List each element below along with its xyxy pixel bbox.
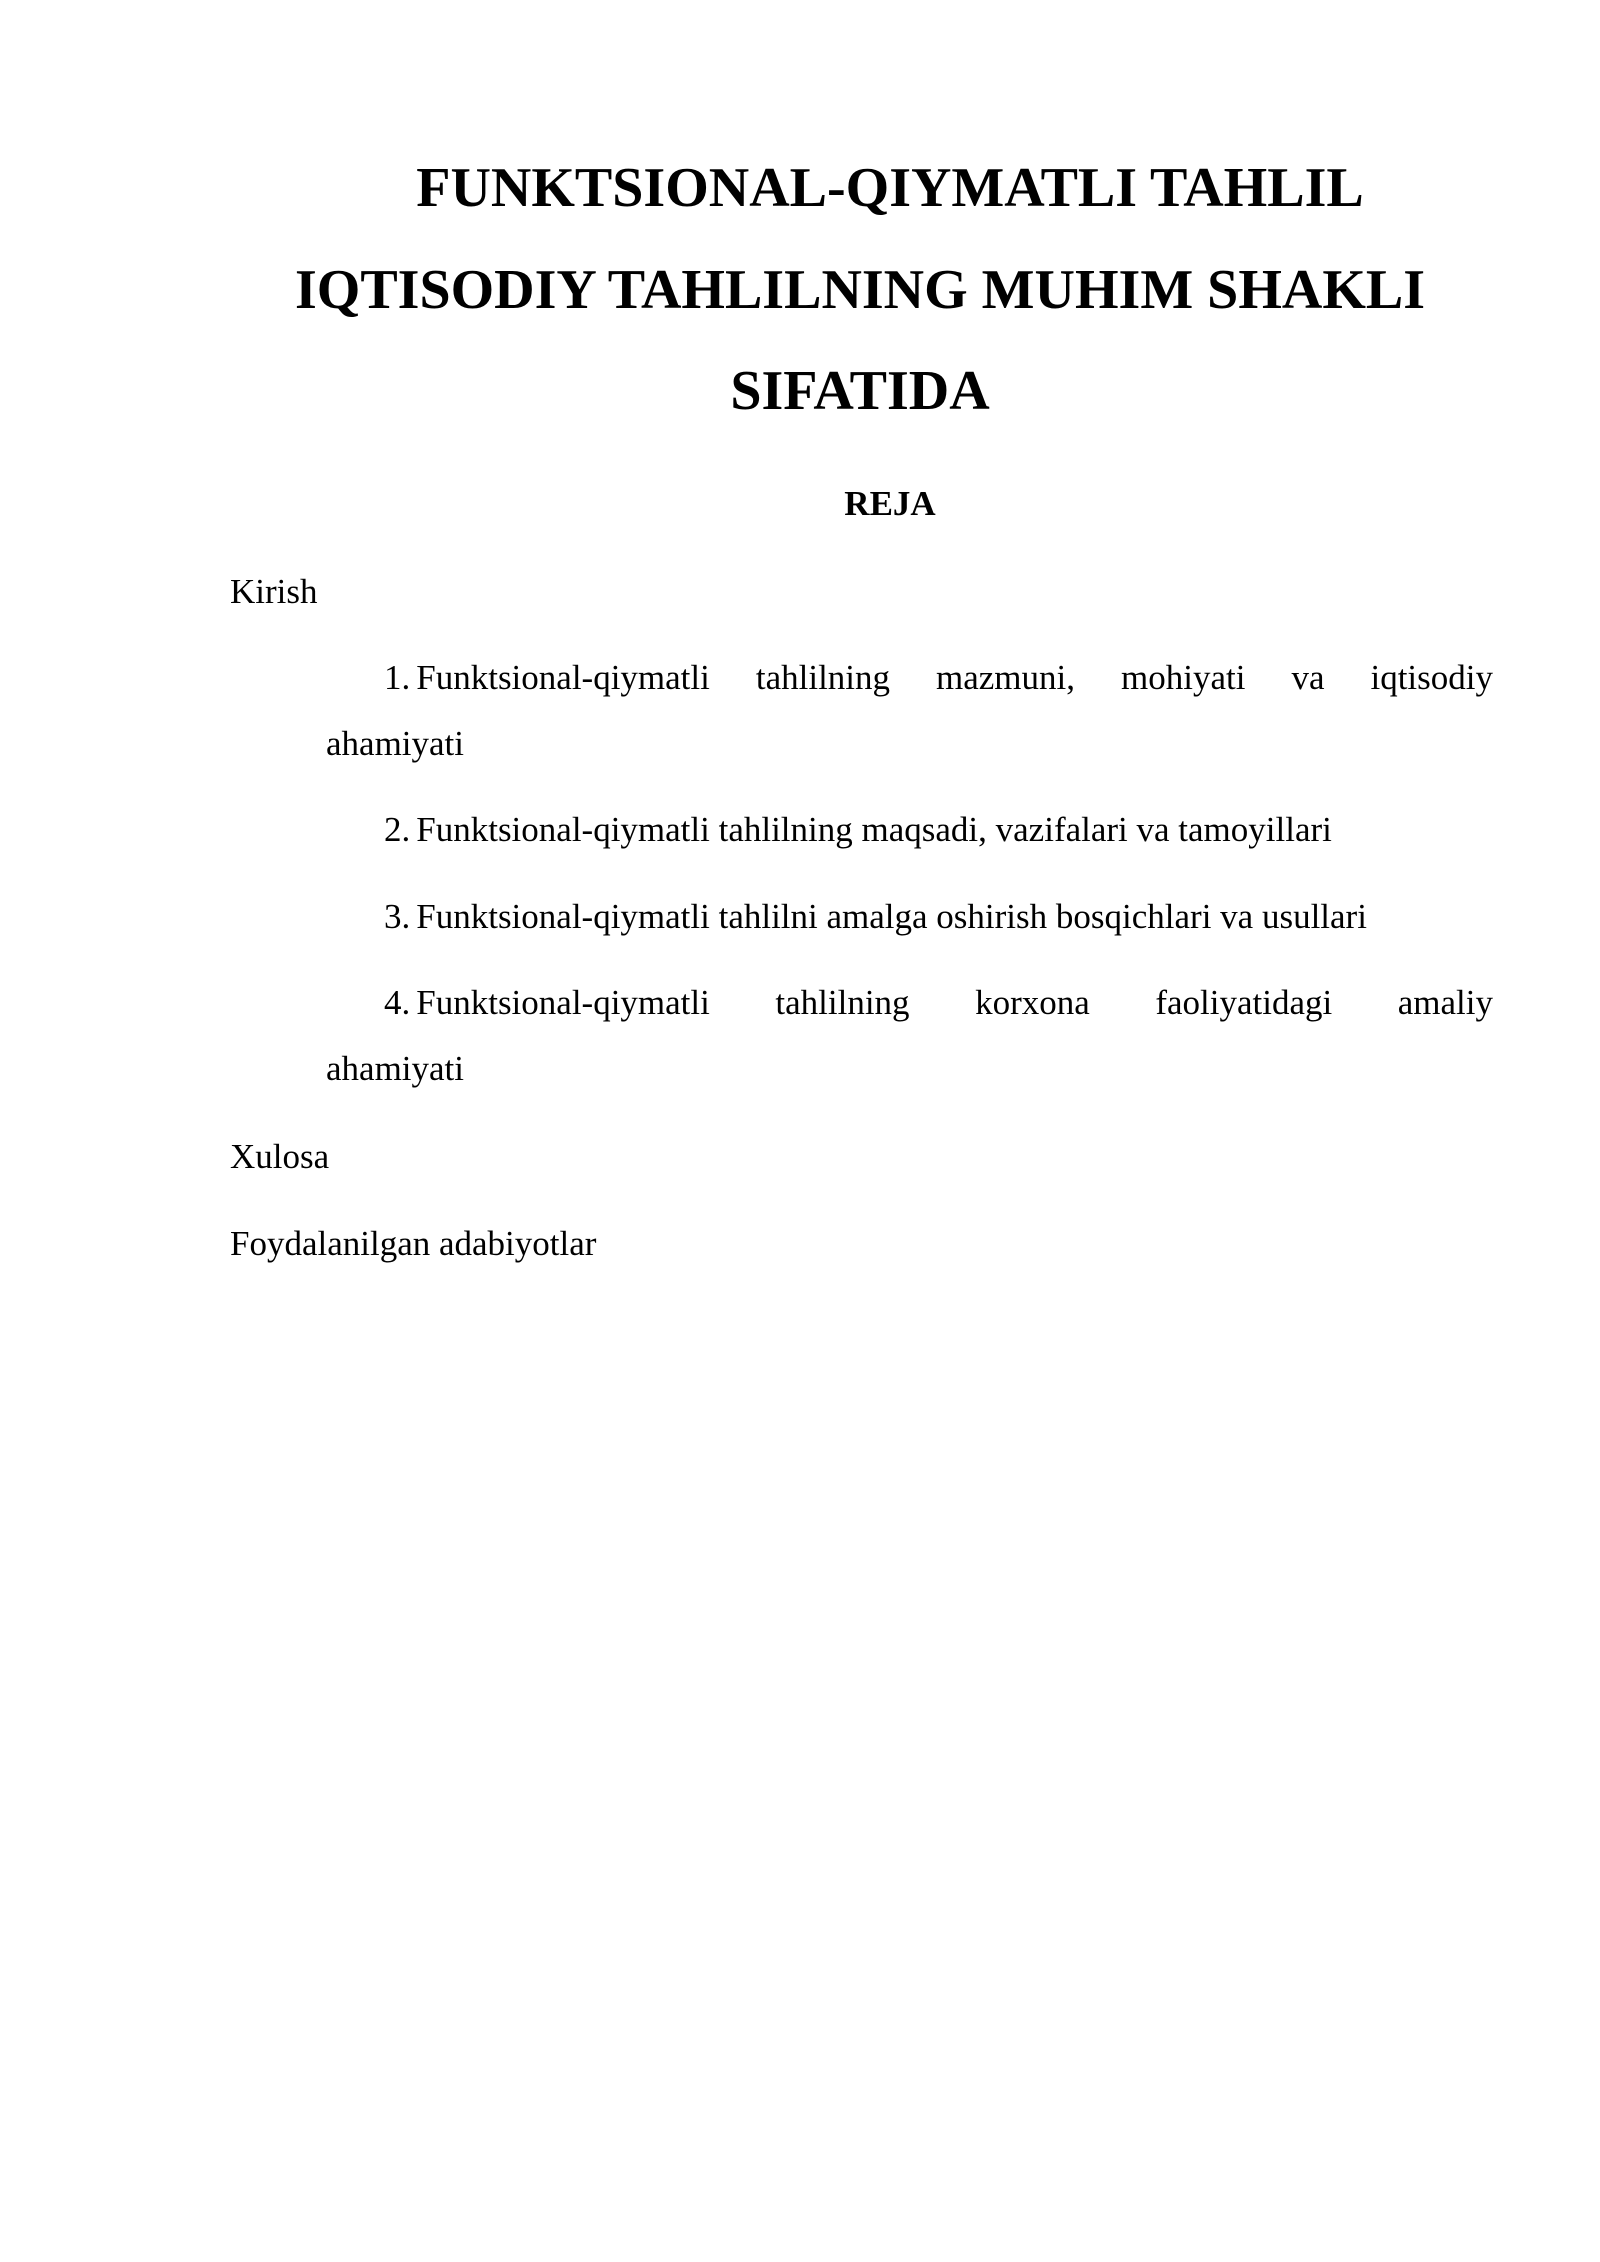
plan-item-2 — [326, 812, 1493, 847]
plan-item-4-continuation: ahamiyati — [326, 1049, 465, 1088]
plan-item-1 — [326, 660, 1493, 695]
plan-heading: REJA — [844, 484, 936, 523]
plan-item-2-number: 2. — [384, 810, 411, 849]
plan-references: Foydalanilgan adabiyotlar — [230, 1224, 597, 1263]
plan-item-1-text: Funktsional-qiymatli tahlilning mazmuni, mohiyati va iqtisodiy — [416, 658, 1493, 697]
plan-item-3-text: Funktsional-qiymatli tahlilni amalga oshirish bosqichlari va usullari — [416, 897, 1367, 936]
document-title-line-3: SIFATIDA — [730, 360, 990, 422]
plan-item-4 — [326, 985, 1493, 1020]
plan-item-1-number: 1. — [384, 658, 411, 697]
plan-item-2-text: Funktsional-qiymatli tahlilning maqsadi, vazifalari va tamoyillari — [416, 810, 1332, 849]
plan-conclusion: Xulosa — [230, 1137, 330, 1176]
plan-item-4-text: Funktsional-qiymatli tahlilning korxona faoliyatidagi amaliy — [416, 983, 1493, 1022]
plan-item-4-number: 4. — [384, 983, 411, 1022]
plan-item-3-number: 3. — [384, 897, 411, 936]
plan-item-3 — [326, 899, 1493, 934]
document-title-line-2: IQTISODIY TAHLILNING MUHIM SHAKLI — [294, 259, 1426, 321]
document-title-line-1: FUNKTSIONAL-QIYMATLI TAHLIL — [416, 157, 1364, 219]
plan-intro: Kirish — [230, 572, 318, 611]
plan-item-1-continuation: ahamiyati — [326, 724, 465, 763]
